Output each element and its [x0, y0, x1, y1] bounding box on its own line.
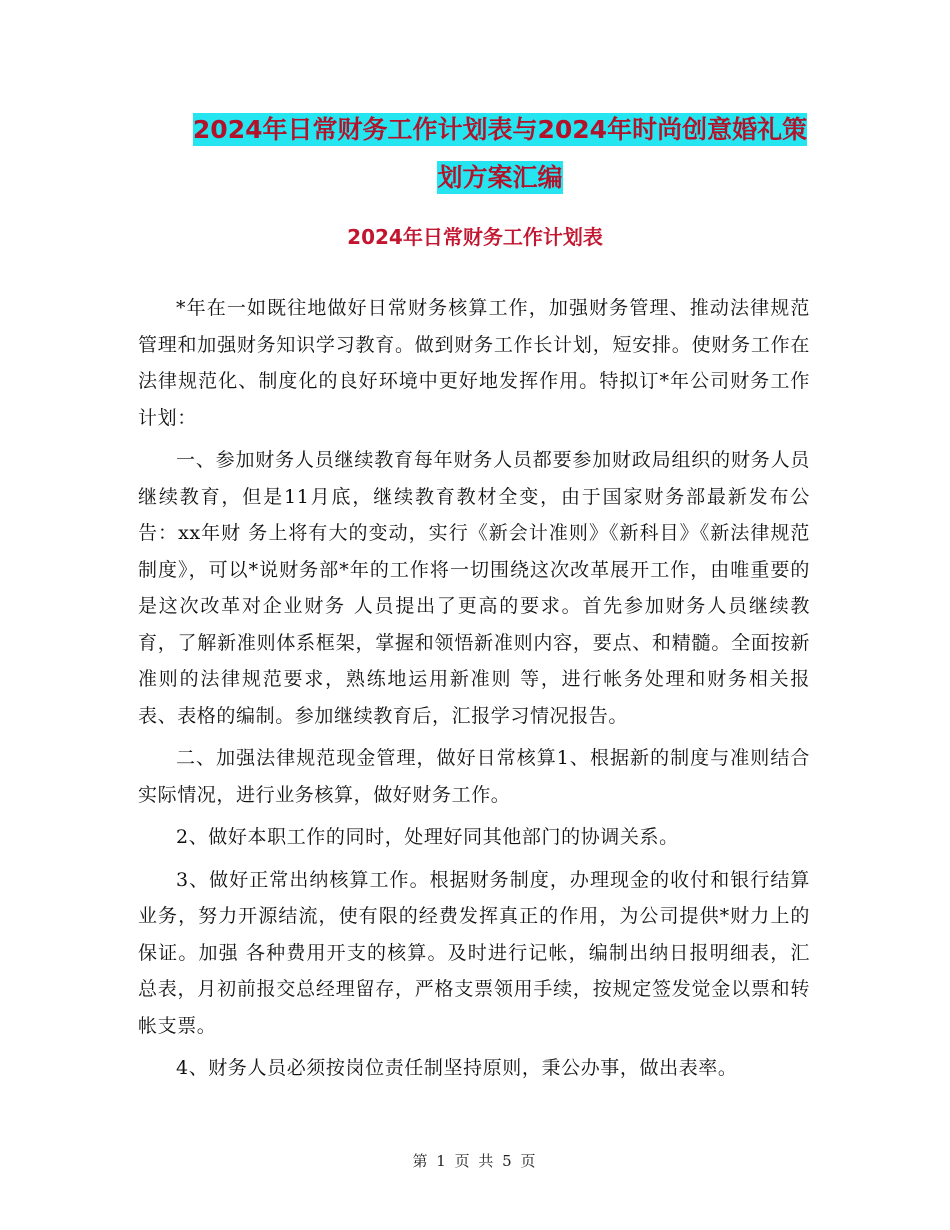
paragraph-item-2-2: 2、做好本职工作的同时，处理好同其他部门的协调关系。: [176, 826, 679, 848]
paragraph-item-2-3: 3、做好正常出纳核算工作。根据财务制度，办理现金的收付和银行结算业务，努力开源结流，使有限的经费发挥真正的作用，为公司提供*财力上的保证。加强 各种费用开支的核算。及时进行记帐，编制出纳日报明细表，汇总表，月初前报交总经理留存，严格支票领用手续，按规定签发觉金以票和转帐支票。: [138, 868, 810, 1037]
section-title: 2024年日常财务工作计划表: [347, 225, 603, 249]
document-title-line-2: 划方案汇编: [437, 163, 563, 192]
paragraph-item-1: 一、参加财务人员继续教育每年财务人员都要参加财政局组织的财务人员继续教育，但是11月底，继续教育教材全变，由于国家财务部最新发布公告：xx年财 务上将有大的变动，实行《新会计准则》《新科目》《新法律规范制度》，可以*说财务部*年的工作将一切围绕这次改革展开工作，由唯重要的是这次改革对企业财务 人员提出了更高的要求。首先参加财务人员继续教育，了解新准则体系框架，掌握和领悟新准则内容，要点、和精髓。全面按新准则的法律规范要求，熟练地运用新准则 等，进行帐务处理和财务相关报表、表格的编制。参加继续教育后，汇报学习情况报告。: [138, 449, 810, 727]
paragraph-intro: *年在一如既往地做好日常财务核算工作，加强财务管理、推动法律规范管理和加强财务知识学习教育。做到财务工作长计划，短安排。使财务工作在法律规范化、制度化的良好环境中更好地发挥作用。特拟订*年公司财务工作计划：: [138, 297, 810, 429]
document-body: [138, 290, 810, 1093]
paragraph-item-2: 二、加强法律规范现金管理，做好日常核算1、根据新的制度与准则结合实际情况，进行业务核算，做好财务工作。: [138, 747, 810, 806]
document-title-line-1: 2024年日常财务工作计划表与2024年时尚创意婚礼策: [192, 115, 808, 144]
document-title: [140, 106, 860, 202]
page-footer: 第 1 页 共 5 页: [412, 1152, 538, 1170]
paragraph-item-2-4: 4、财务人员必须按岗位责任制坚持原则，秉公办事，做出表率。: [176, 1057, 738, 1079]
